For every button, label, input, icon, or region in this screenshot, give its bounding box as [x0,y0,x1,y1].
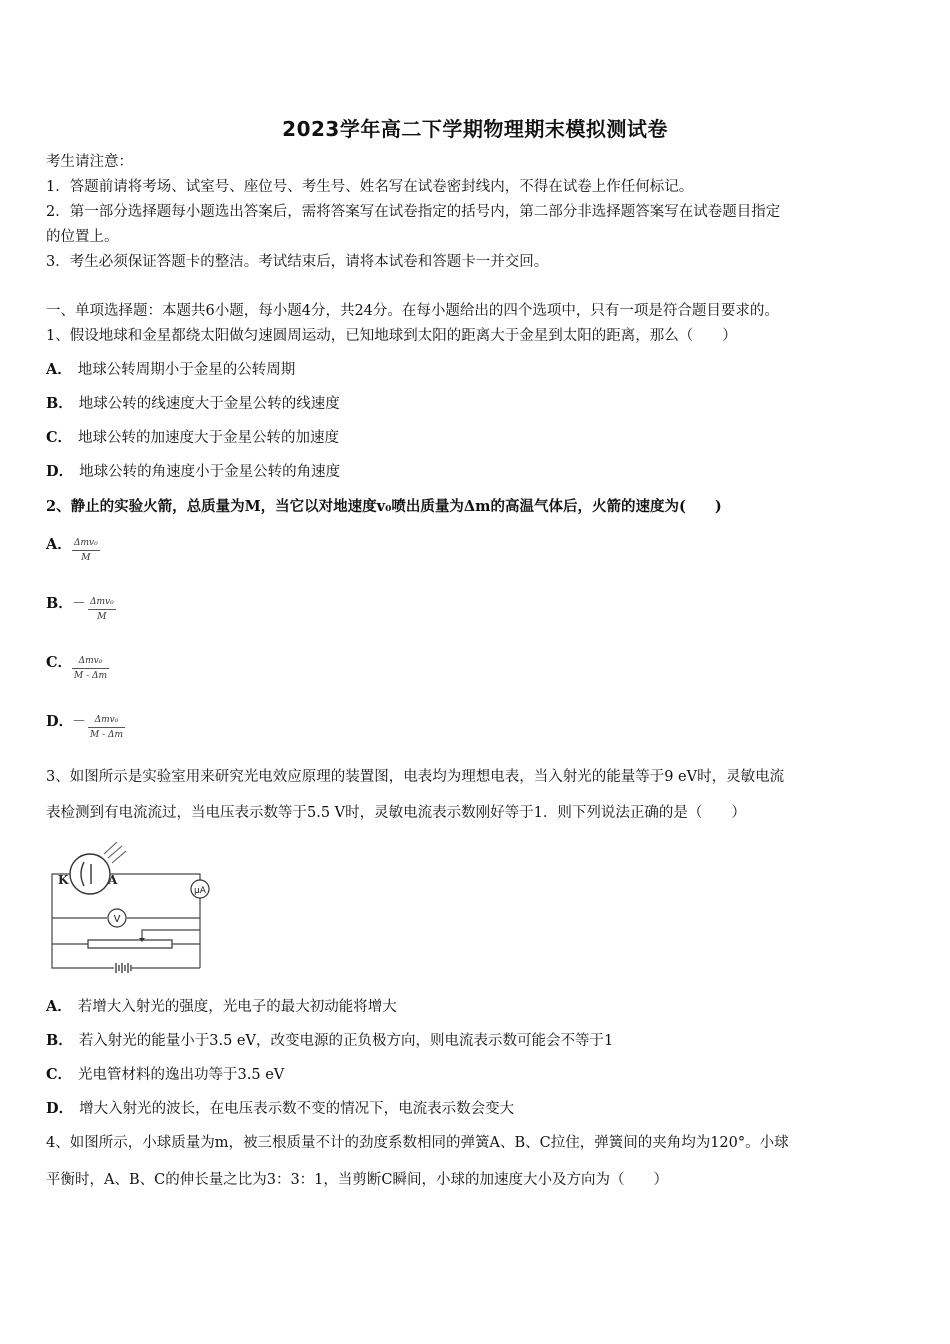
option-label: D． [46,463,74,480]
option-text: 增大入射光的波长，在电压表示数不变的情况下，电流表示数会变大 [79,1101,515,1117]
option-label: D． [46,713,74,730]
fraction-denominator: M - Δm [90,730,124,740]
option-label: B． [46,595,73,612]
option-text: 若增大入射光的强度，光电子的最大初动能将增大 [77,999,397,1015]
fraction-bar [72,550,100,551]
q2-option-b-fraction [88,597,116,622]
q2-stem: 2、静止的实验火箭，总质量为M，当它以对地速度v₀喷出质量为Δm的高温气体后，火箭的速度为( ) [46,498,722,515]
fraction-bar [88,609,116,610]
microammeter-label: μA [194,886,206,896]
fraction-bar [88,727,125,728]
option-label: C． [46,429,73,446]
option-label: B． [46,1032,73,1049]
option-text: 光电管材料的逸出功等于3.5 eV [78,1067,285,1083]
fraction-denominator: M [81,553,91,563]
q1-option-c [46,428,339,448]
voltmeter-label: V [113,914,121,925]
option-label: A． [46,998,72,1015]
q1-option-b [46,394,340,414]
minus-sign: － [72,596,86,612]
q2-option-d-fraction [88,715,125,740]
notice-item-2: 2．第一部分选择题每小题选出答案后，需将答案写在试卷指定的括号内，第二部分非选择题答案写在试卷题目指定 [46,204,781,220]
notice-item-2-cont: 的位置上。 [46,229,119,245]
photoelectric-circuit-diagram [44,842,216,974]
minus-sign: － [72,714,86,730]
option-text: 地球公转的线速度大于金星公转的线速度 [78,396,340,412]
notice-item-3: 3．考生必须保证答题卡的整洁。考试结束后，请将本试卷和答题卡一并交回。 [46,254,549,270]
anode-label: A [108,873,118,887]
option-text: 地球公转周期小于金星的公转周期 [77,362,296,378]
fraction-numerator: Δmv₀ [78,656,103,666]
option-label: B． [46,395,73,412]
page-title: 2023学年高二下学期物理期末模拟测试卷 [282,117,668,141]
fraction-denominator: M [97,612,107,622]
fraction-numerator: Δmv₀ [94,715,119,725]
q3-option-c [46,1065,284,1085]
q4-stem-line1: 4、如图所示，小球质量为m，被三根质量不计的劲度系数相同的弹簧A、B、C拉住，弹簧间的夹角均为120°。小球 [46,1135,789,1151]
section-heading: 一、单项选择题：本题共6小题，每小题4分，共24分。在每小题给出的四个选项中，只有一项是符合题目要求的。 [46,303,779,319]
q3-option-b [46,1031,613,1051]
cathode-label: K [58,873,69,887]
q1-option-a [46,360,295,380]
option-label: D． [46,1100,74,1117]
phototube-icon [70,854,110,894]
q3-option-a [46,997,397,1017]
battery-icon [116,963,131,973]
q1-option-d [46,462,340,482]
q3-stem-line1: 3、如图所示是实验室用来研究光电效应原理的装置图，电表均为理想电表，当入射光的能量等于9 eV时，灵敏电流 [46,769,785,785]
option-text: 地球公转的角速度小于金星公转的角速度 [79,464,341,480]
fraction-numerator: Δmv₀ [74,538,98,548]
fraction-numerator: Δmv₀ [90,597,114,607]
q3-stem-line2: 表检测到有电流流过，当电压表示数等于5.5 V时，灵敏电流表示数刚好等于1．则下列说法正确的是（ ） [46,805,746,821]
q2-option-a-fraction [72,538,100,563]
option-label: C． [46,1066,73,1083]
fraction-denominator: M - Δm [74,671,108,681]
notice-item-1: 1．答题前请将考场、试室号、座位号、考生号、姓名写在试卷密封线内，不得在试卷上作任何标记。 [46,179,694,195]
light-ray-icon [104,842,126,863]
option-text: 地球公转的加速度大于金星公转的加速度 [78,430,340,446]
notice-heading: 考生请注意： [46,154,133,170]
q1-stem: 1、假设地球和金星都绕太阳做匀速圆周运动，已知地球到太阳的距离大于金星到太阳的距离，那么（ ） [46,328,737,344]
q2-option-c-fraction [72,656,109,681]
rheostat-icon [88,940,172,948]
q3-option-d [46,1099,514,1119]
fraction-bar [72,668,109,669]
option-label: A． [46,536,72,553]
option-label: A． [46,361,72,378]
option-text: 若入射光的能量小于3.5 eV，改变电源的正负极方向，则电流表示数可能会不等于1 [78,1033,614,1049]
q4-stem-line2: 平衡时，A、B、C的伸长量之比为3：3：1，当剪断C瞬间，小球的加速度大小及方向为（ ） [46,1172,668,1188]
option-label: C． [46,654,73,671]
